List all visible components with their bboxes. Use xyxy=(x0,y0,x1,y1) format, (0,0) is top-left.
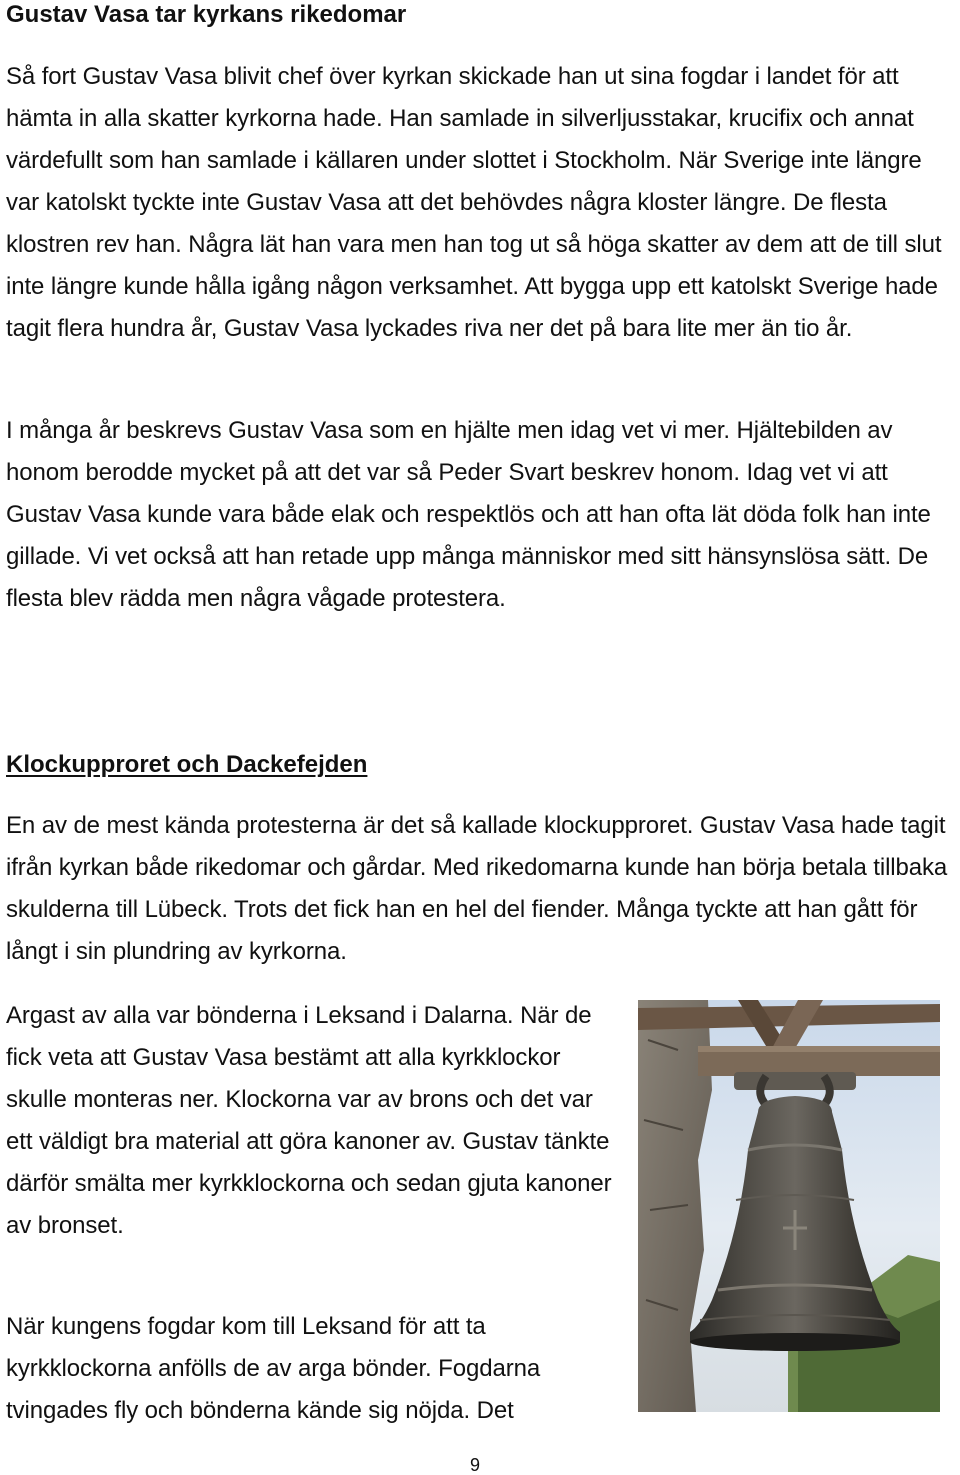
paragraph-bailiffs: När kungens fogdar kom till Leksand för att ta kyrkklockorna anfölls de av arga bönder. Fogdarna tvingades fly och bönderna kände sig nöjda. Det xyxy=(6,1313,541,1424)
paragraph-bell-uprising: En av de mest kända protesterna är det så kallade klockupproret. Gustav Vasa hade tagit ifrån kyrkan både rikedomar och gårdar. Med rikedomarna kunde han börja betala tillbaka skulderna till Lübeck. Trots det fick han en hel del fiender. Många tyckte att han gått för långt i sin plundring av kyrkorna. xyxy=(6,812,948,965)
paragraph-hero-image: I många år beskrevs Gustav Vasa som en hjälte men idag vet vi mer. Hjältebilden av honom berodde mycket på att det var så Peder Svart beskrev honom. Idag vet vi att Gustav Vasa kunde vara både elak och respektlös och att han ofta lät döda folk han inte gillade. Vi vet också att han retade upp många människor med sitt hänsynslösa sätt. De flesta blev rädda men några vågade protestera. xyxy=(6,417,931,612)
section-heading-bell-uprising: Klockupproret och Dackefejden xyxy=(6,751,368,778)
section-heading-treasures: Gustav Vasa tar kyrkans rikedomar xyxy=(6,1,407,28)
page-number: 9 xyxy=(470,1455,481,1475)
paragraph-treasures: Så fort Gustav Vasa blivit chef över kyrkan skickade han ut sina fogdar i landet för att hämta in alla skatter kyrkorna hade. Han samlade in silverljusstakar, krucifix och annat värdefullt som han samlade i källaren under slottet i Stockholm. När Sverige inte längre var katolskt tyckte inte Gustav Vasa att det behövdes några kloster längre. De flesta klostren rev han. Några lät han vara men han tog ut så höga skatter av dem att de till slut inte längre kunde hålla igång någon verksamhet. Att bygga upp ett katolskt Sverige hade tagit flera hundra år, Gustav Vasa lyckades riva ner det på bara lite mer än tio år. xyxy=(6,63,942,342)
paragraph-leksand: Argast av alla var bönderna i Leksand i Dalarna. När de fick veta att Gustav Vasa bestämt att alla kyrkklockor skulle monteras ner. Klockorna var av brons och det var ett väldigt bra material att göra kanoner av. Gustav tänkte därför smälta mer kyrkklockorna och sedan gjuta kanoner av bronset. xyxy=(6,1002,612,1239)
church-bell-photo xyxy=(638,1000,940,1412)
